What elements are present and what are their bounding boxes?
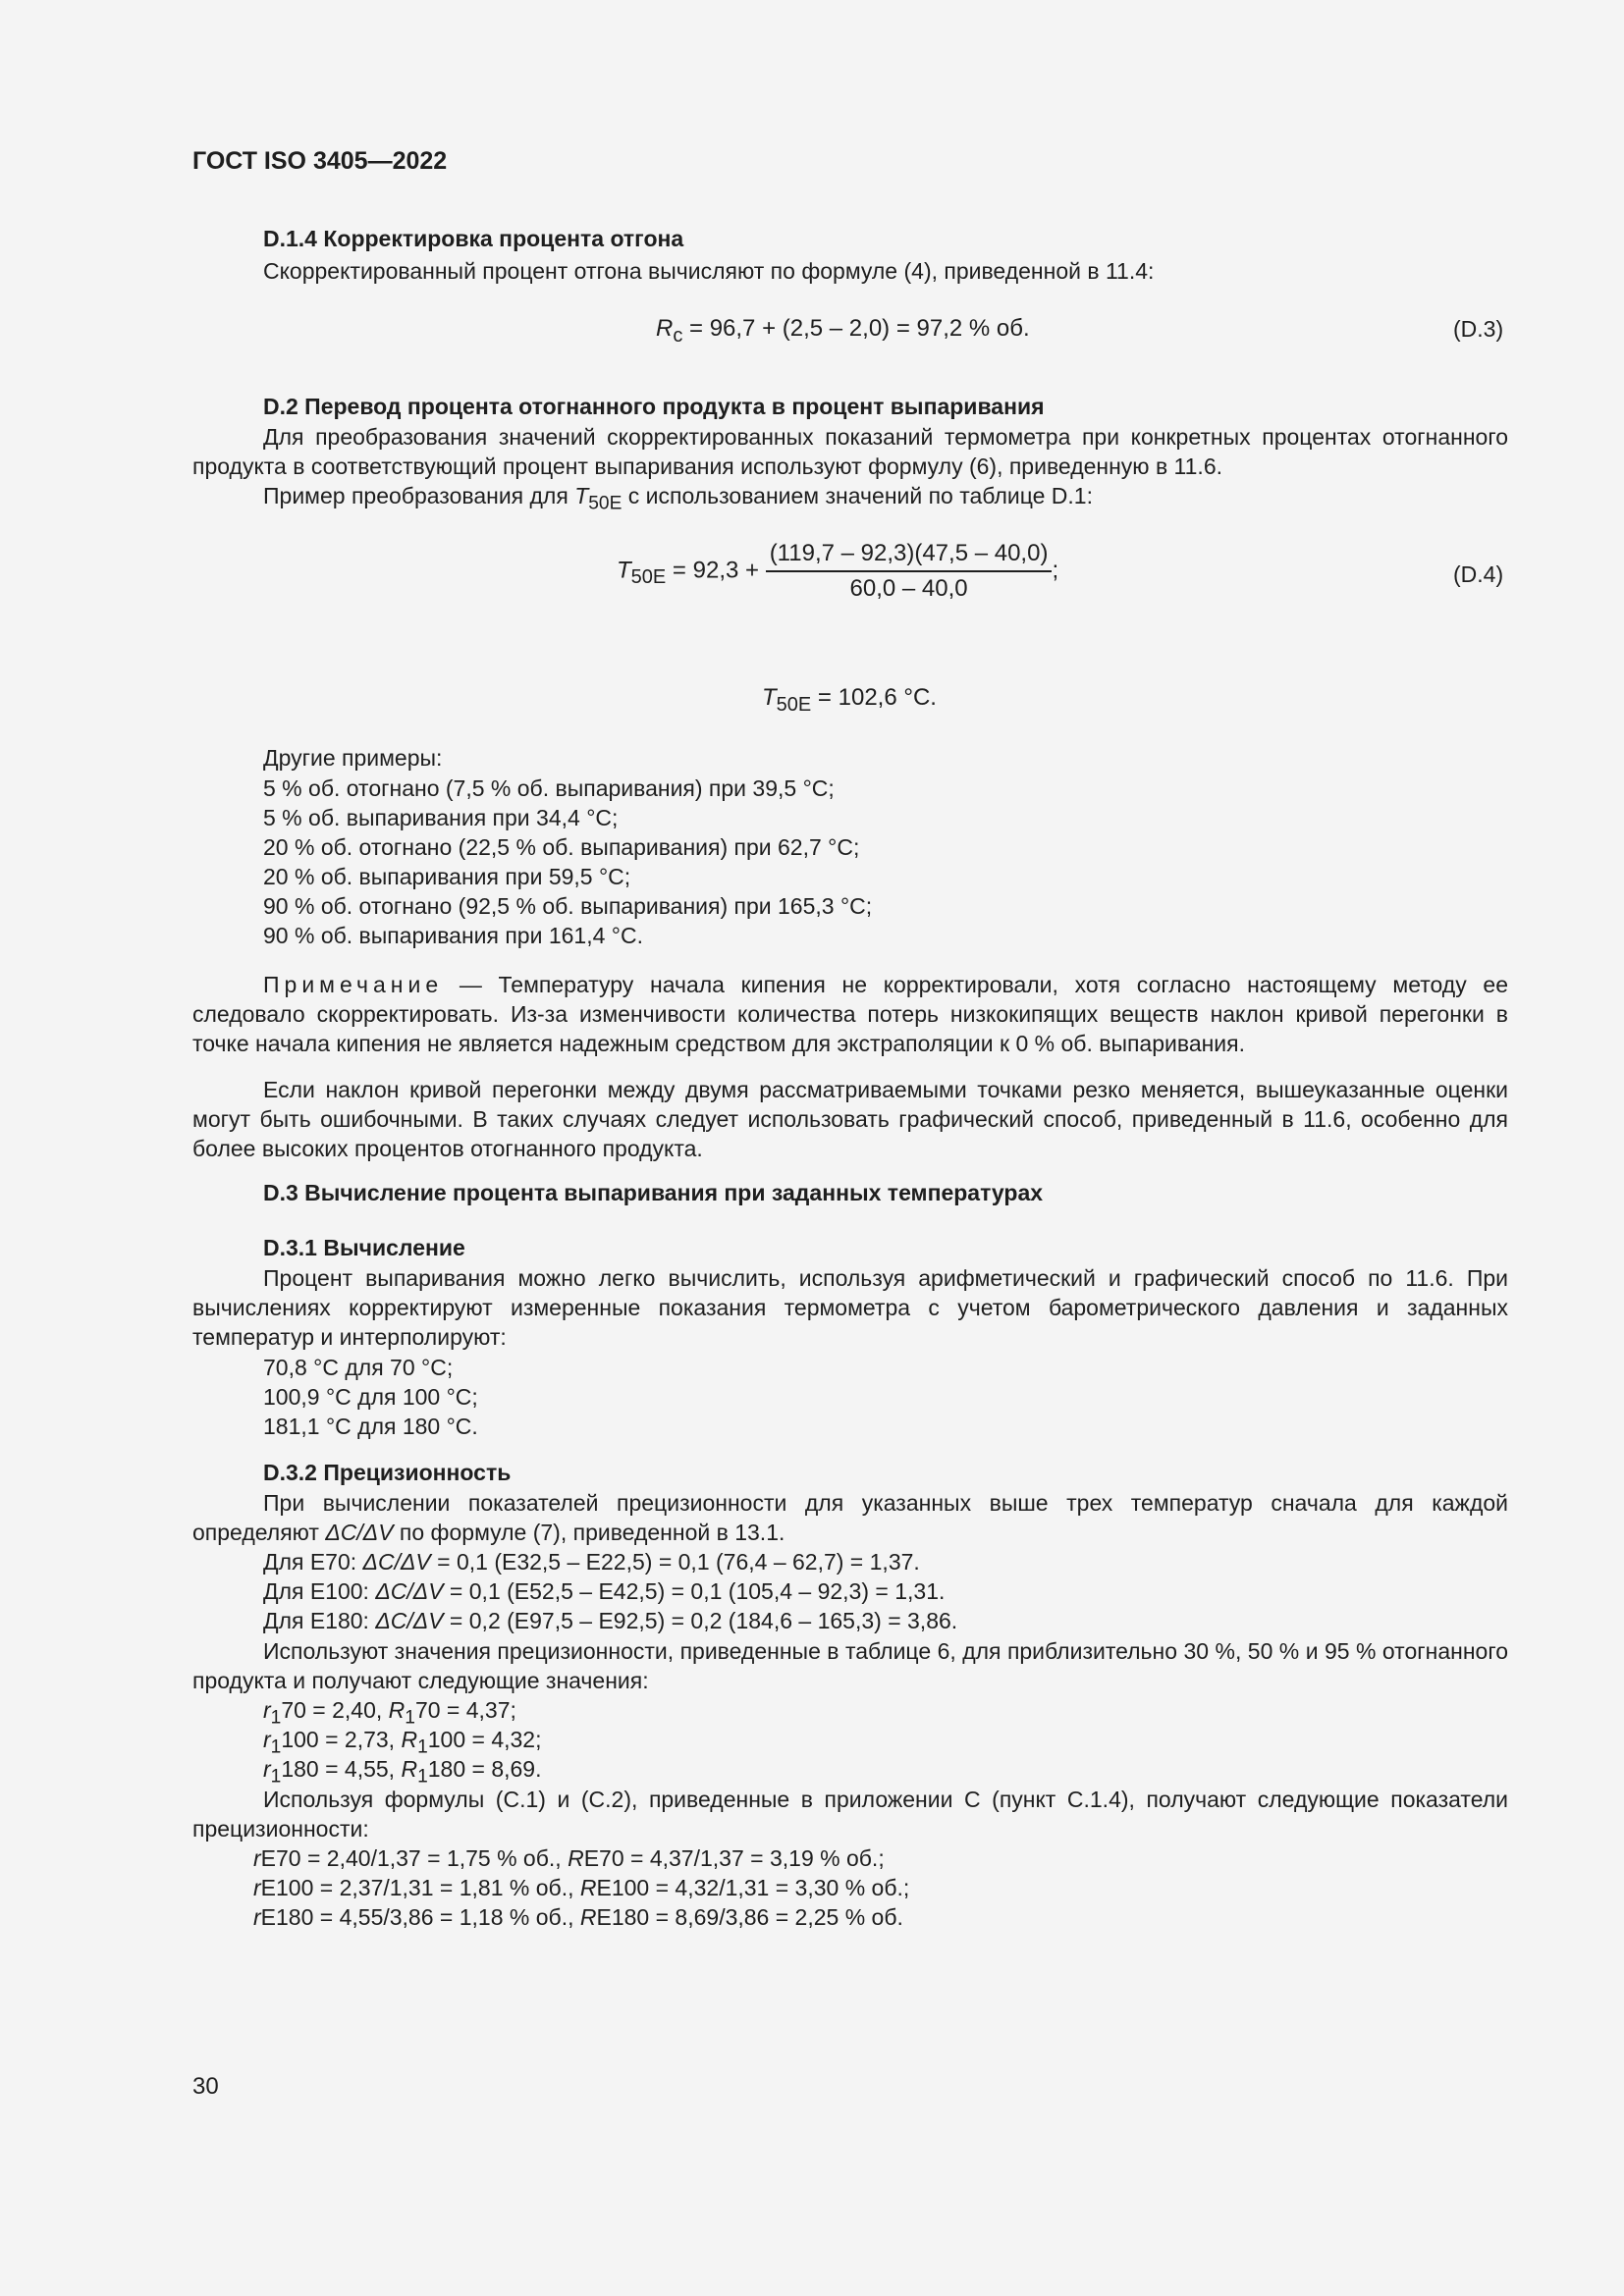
r-symbol: r <box>263 1697 271 1723</box>
R-symbol: R <box>568 1845 584 1871</box>
list-item: 90 % об. отогнано (92,5 % об. выпаривания) при 165,3 °C; <box>263 893 873 919</box>
document-header: ГОСТ ISO 3405—2022 <box>192 147 448 175</box>
example-subscript: 50E <box>588 493 623 514</box>
list-item <box>263 1547 957 1576</box>
note-label: Примечание <box>263 972 444 997</box>
precision-values-list <box>263 1695 542 1788</box>
formula-d3 <box>656 315 1030 347</box>
formula-d4 <box>617 540 1058 603</box>
result-body: = 102,6 °C. <box>811 684 937 711</box>
R-subscript: 1 <box>417 1736 428 1758</box>
d31-list <box>263 1353 478 1441</box>
r-subscript: 1 <box>270 1736 282 1758</box>
section-heading-d32: D.3.2 Прецизионность <box>263 1460 512 1485</box>
list-item: 20 % об. отогнано (22,5 % об. выпаривания) при 62,7 °C; <box>263 834 860 860</box>
list-item <box>263 1725 542 1758</box>
list-item: 181,1 °C для 180 °C. <box>263 1414 478 1439</box>
r-symbol: r <box>263 1727 271 1752</box>
d32-intro <box>192 1488 1508 1547</box>
fraction <box>766 540 1053 603</box>
section-heading-d14: D.1.4 Корректировка процента отгона <box>263 226 684 251</box>
formula-subscript: c <box>673 324 683 347</box>
list-item: 90 % об. выпаривания при 161,4 °C. <box>263 923 643 948</box>
e-symbol: ΔC/ΔV <box>375 1608 444 1633</box>
d2-example-line <box>263 481 1093 519</box>
list-item <box>263 1754 542 1788</box>
R-value: E180 = 8,69/3,86 = 2,25 % об. <box>596 1904 903 1930</box>
formula-lhs: = 92,3 + <box>666 557 766 584</box>
section-heading-d3: D.3 Вычисление процента выпаривания при заданных температурах <box>263 1180 1044 1205</box>
formula-body: = 96,7 + (2,5 – 2,0) = 97,2 % об. <box>682 315 1030 342</box>
intro-text-end: по формуле (7), приведенной в 13.1. <box>393 1520 785 1545</box>
formula-subscript: 50E <box>630 566 667 589</box>
section-heading-d31: D.3.1 Вычисление <box>263 1235 465 1260</box>
list-item <box>263 1576 957 1606</box>
R-subscript: 1 <box>417 1766 428 1788</box>
page-number: 30 <box>192 2073 219 2100</box>
formula-tail: ; <box>1052 557 1059 584</box>
r-subscript: 1 <box>270 1707 282 1729</box>
list-item <box>253 1843 909 1873</box>
section-heading-d2: D.2 Перевод процента отогнанного продукта в процент выпаривания <box>263 394 1045 419</box>
R-value: 100 = 4,32; <box>427 1727 542 1752</box>
result-symbol: T <box>762 684 777 711</box>
d2-text: Для преобразования значений скорректированных показаний термометра при конкретных процентах отогнанного продукта в соответствующий процент выпаривания используют формулу (6), приведенную в 11.6. <box>192 424 1508 479</box>
note-text: — Температуру начала кипения не корректировали, хотя согласно настоящему методу ее следовало скорректировать. Из-за изменчивости количества потерь низкокипящих веществ наклон кривой перегонки в точке начала кипения не является надежным средством для экстраполяции к 0 % об. выпаривания. <box>192 972 1508 1056</box>
example-symbol: T <box>574 483 589 508</box>
R-subscript: 1 <box>405 1707 415 1729</box>
R-symbol: R <box>401 1756 418 1782</box>
equation-number-d3: (D.3) <box>1453 316 1504 342</box>
r-symbol: r <box>253 1875 261 1900</box>
r-value: E180 = 4,55/3,86 = 1,18 % об., <box>260 1904 580 1930</box>
list-item <box>253 1902 909 1932</box>
e-post: = 0,1 (E52,5 – E42,5) = 0,1 (105,4 – 92,3) = 1,31. <box>443 1578 946 1604</box>
R-symbol: R <box>401 1727 418 1752</box>
fraction-denominator: 60,0 – 40,0 <box>849 575 968 602</box>
curve-paragraph: Если наклон кривой перегонки между двумя рассматриваемыми точками резко меняется, вышеуказанные оценки могут быть ошибочными. В таких случаях следует использовать графический способ, приведенный в 11.6, особенно для более высоких процентов отогнанного продукта. <box>192 1077 1508 1161</box>
R-symbol: R <box>388 1697 406 1723</box>
r-subscript: 1 <box>270 1766 282 1788</box>
r-value: E100 = 2,37/1,31 = 1,81 % об., <box>260 1875 580 1900</box>
list-item: 5 % об. выпаривания при 34,4 °C; <box>263 805 619 830</box>
equation-number-d4: (D.4) <box>1453 561 1504 587</box>
formula-symbol: T <box>617 557 631 584</box>
result-subscript: 50E <box>776 693 812 716</box>
R-value: 70 = 4,37; <box>414 1697 516 1723</box>
list-item <box>263 1695 542 1729</box>
R-value: E70 = 4,37/1,37 = 3,19 % об.; <box>583 1845 885 1871</box>
e-symbol: ΔC/ΔV <box>375 1578 444 1604</box>
intro-symbol: ΔC/ΔV <box>325 1520 394 1545</box>
r-value: 100 = 2,73, <box>281 1727 402 1752</box>
r-value: 70 = 2,40, <box>281 1697 389 1723</box>
e-pre: Для E70: <box>263 1549 363 1575</box>
e-pre: Для E180: <box>263 1608 376 1633</box>
e-post: = 0,2 (E97,5 – E92,5) = 0,2 (184,6 – 165,3) = 3,86. <box>443 1608 958 1633</box>
intro-text: При вычислении показателей прецизионности для указанных выше трех температур сначала для каждой определяют <box>192 1490 1508 1545</box>
e-pre: Для E100: <box>263 1578 376 1604</box>
list-item: 20 % об. выпаривания при 59,5 °C; <box>263 864 631 889</box>
d14-text: Скорректированный процент отгона вычисляют по формуле (4), приведенной в 11.4: <box>263 258 1155 284</box>
formula-symbol: R <box>656 315 674 342</box>
use-values-text: Используют значения прецизионности, приведенные в таблице 6, для приблизительно 30 %, 50 % и 95 % отогнанного продукта и получают следующие значения: <box>192 1638 1508 1693</box>
e-symbol: ΔC/ΔV <box>362 1549 431 1575</box>
list-item: 5 % об. отогнано (7,5 % об. выпаривания) при 39,5 °C; <box>263 775 835 801</box>
example-post: с использованием значений по таблице D.1: <box>622 483 1093 508</box>
formulas-text: Используя формулы (C.1) и (C.2), приведенные в приложении C (пункт C.1.4), получают следующие показатели прецизионности: <box>192 1787 1508 1842</box>
other-examples-title: Другие примеры: <box>263 745 443 771</box>
r-value: E70 = 2,40/1,37 = 1,75 % об., <box>260 1845 568 1871</box>
r-symbol: r <box>253 1904 261 1930</box>
r-symbol: r <box>263 1756 271 1782</box>
final-precision-list <box>253 1843 909 1932</box>
list-item: 100,9 °C для 100 °C; <box>263 1384 478 1410</box>
e-post: = 0,1 (E32,5 – E22,5) = 0,1 (76,4 – 62,7) = 1,37. <box>430 1549 920 1575</box>
r-symbol: r <box>253 1845 261 1871</box>
R-symbol: R <box>579 1904 597 1930</box>
list-item: 70,8 °C для 70 °C; <box>263 1355 454 1380</box>
d31-text: Процент выпаривания можно легко вычислить, используя арифметический и графический способ по 11.6. При вычислениях корректируют измеренные показания термометра с учетом барометрического давления и заданных температур и интерполируют: <box>192 1265 1508 1350</box>
result-formula <box>762 684 937 717</box>
r-value: 180 = 4,55, <box>281 1756 402 1782</box>
R-value: 180 = 8,69. <box>427 1756 542 1782</box>
list-item <box>263 1606 957 1635</box>
e-lines <box>263 1547 957 1635</box>
list-item <box>253 1873 909 1902</box>
R-symbol: R <box>579 1875 597 1900</box>
R-value: E100 = 4,32/1,31 = 3,30 % об.; <box>596 1875 910 1900</box>
note-paragraph <box>192 970 1508 1058</box>
other-examples-list <box>263 774 872 950</box>
example-pre: Пример преобразования для <box>263 483 575 508</box>
fraction-numerator: (119,7 – 92,3)(47,5 – 40,0) <box>766 540 1053 572</box>
